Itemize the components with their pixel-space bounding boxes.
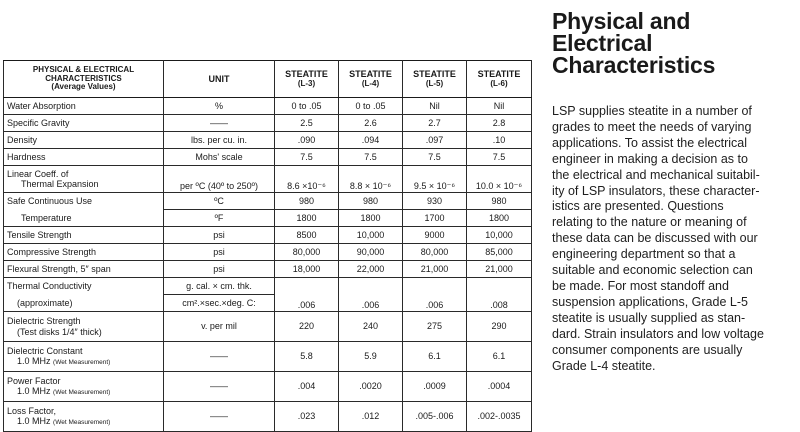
article-body: LSP supplies steatite in a number of grades to meet the needs of varying applications. To assist the electrical engineer in making a decision as to the electrical and mechanical suitabil- ity of LSP insulators, these character- istics are presented. Questions relating to the nature or meaning of these data can be discussed with our engineering department so that a suitable and economic selection can be made. For most standoff and suspension applications, Grade L-5 steatite is usually supplied as stan- dard. Strain insulators and low voltage consumer components are usually Grade L-4 steatite. [552, 104, 764, 373]
table-row-thermal-expansion [4, 166, 532, 193]
row-label: Flexural Strength, 5″ span [4, 261, 164, 278]
row-unit: psi [164, 244, 275, 261]
row-unit: —— [164, 115, 275, 132]
value-cell: 8.8 × 10⁻⁶ [339, 166, 403, 193]
article-section [552, 10, 792, 374]
row-label: Safe Continuous Use [4, 193, 164, 210]
header-row [4, 61, 532, 98]
row-label: Temperature [4, 210, 164, 227]
value-cell: 5.9 [339, 342, 403, 372]
value-cell: .012 [339, 402, 403, 432]
value-cell: 21,000 [403, 261, 467, 278]
value-cell: 980 [339, 193, 403, 210]
value-cell: 930 [403, 193, 467, 210]
value-cell: 18,000 [275, 261, 339, 278]
row-label: (approximate) [4, 295, 164, 312]
value-cell: .0020 [339, 372, 403, 402]
value-cell: 10,000 [339, 227, 403, 244]
value-cell: 80,000 [275, 244, 339, 261]
table-row-flexural-strength [4, 261, 532, 278]
table-row-power-factor [4, 372, 532, 402]
table-row-water-absorption [4, 98, 532, 115]
row-label: Dielectric Strength (Test disks 1/4″ thick) [4, 312, 164, 342]
row-label: Specific Gravity [4, 115, 164, 132]
value-cell: 0 to .05 [275, 98, 339, 115]
value-cell: 980 [467, 193, 532, 210]
value-cell: 240 [339, 312, 403, 342]
value-cell: .0004 [467, 372, 532, 402]
row-label: Dielectric Constant 1.0 MHz (Wet Measurement) [4, 342, 164, 372]
value-cell: 8.6 ×10⁻⁶ [275, 166, 339, 193]
value-cell: .005-.006 [403, 402, 467, 432]
value-cell: 21,000 [467, 261, 532, 278]
table-row-compressive-strength [4, 244, 532, 261]
value-cell: 980 [275, 193, 339, 210]
value-cell: 1700 [403, 210, 467, 227]
row-label: Density [4, 132, 164, 149]
value-cell: 2.5 [275, 115, 339, 132]
table-row-thermal-conductivity-top [4, 278, 532, 295]
specifications-table-container [3, 60, 531, 432]
article-heading: Physical and Electrical Characteristics [552, 8, 716, 78]
table-row-dielectric-constant [4, 342, 532, 372]
header-grade-l6: STEATITE (L-6) [467, 61, 532, 98]
value-cell: .006 [339, 278, 403, 312]
table-row-hardness [4, 149, 532, 166]
table-row-specific-gravity [4, 115, 532, 132]
value-cell: .094 [339, 132, 403, 149]
row-label: Tensile Strength [4, 227, 164, 244]
value-cell: 7.5 [403, 149, 467, 166]
value-cell: 2.8 [467, 115, 532, 132]
value-cell: 1800 [339, 210, 403, 227]
value-cell: 7.5 [467, 149, 532, 166]
header-grade-l4: STEATITE (L-4) [339, 61, 403, 98]
value-cell: .097 [403, 132, 467, 149]
value-cell: 80,000 [403, 244, 467, 261]
table-row-safe-use-fahrenheit [4, 210, 532, 227]
value-cell: 0 to .05 [339, 98, 403, 115]
value-cell: 1800 [467, 210, 532, 227]
row-label: Compressive Strength [4, 244, 164, 261]
table-row-dielectric-strength [4, 312, 532, 342]
row-label: Linear Coeff. of Thermal Expansion [4, 166, 164, 193]
row-unit: g. cal. × cm. thk. [164, 278, 275, 295]
row-label: Thermal Conductivity [4, 278, 164, 295]
row-unit: —— [164, 342, 275, 372]
value-cell: .006 [275, 278, 339, 312]
value-cell: 6.1 [467, 342, 532, 372]
value-cell: 8500 [275, 227, 339, 244]
header-grade-l3: STEATITE (L-3) [275, 61, 339, 98]
value-cell: 220 [275, 312, 339, 342]
header-grade-l5: STEATITE (L-5) [403, 61, 467, 98]
row-unit: % [164, 98, 275, 115]
value-cell: 7.5 [275, 149, 339, 166]
row-unit: lbs. per cu. in. [164, 132, 275, 149]
value-cell: .004 [275, 372, 339, 402]
value-cell: 90,000 [339, 244, 403, 261]
value-cell: 2.7 [403, 115, 467, 132]
header-unit: UNIT [164, 61, 275, 98]
value-cell: Nil [467, 98, 532, 115]
row-unit: v. per mil [164, 312, 275, 342]
row-unit: per ºC (40º to 250º) [164, 166, 275, 193]
value-cell: 290 [467, 312, 532, 342]
value-cell: 6.1 [403, 342, 467, 372]
value-cell: 1800 [275, 210, 339, 227]
row-unit: ºF [164, 210, 275, 227]
value-cell: .023 [275, 402, 339, 432]
row-unit: —— [164, 402, 275, 432]
row-unit: cm².×sec.×deg. C: [164, 295, 275, 312]
value-cell: 5.8 [275, 342, 339, 372]
value-cell: 9.5 × 10⁻⁶ [403, 166, 467, 193]
value-cell: 275 [403, 312, 467, 342]
value-cell: Nil [403, 98, 467, 115]
value-cell: .10 [467, 132, 532, 149]
value-cell: 2.6 [339, 115, 403, 132]
row-unit: psi [164, 261, 275, 278]
row-label: Water Absorption [4, 98, 164, 115]
row-label: Power Factor 1.0 MHz (Wet Measurement) [4, 372, 164, 402]
row-unit: ºC [164, 193, 275, 210]
row-unit: Mohs' scale [164, 149, 275, 166]
value-cell: 9000 [403, 227, 467, 244]
value-cell: .002-.0035 [467, 402, 532, 432]
value-cell: 22,000 [339, 261, 403, 278]
row-unit: —— [164, 372, 275, 402]
value-cell: 85,000 [467, 244, 532, 261]
table-row-safe-use-celsius [4, 193, 532, 210]
row-label: Loss Factor, 1.0 MHz (Wet Measurement) [4, 402, 164, 432]
value-cell: 10.0 × 10⁻⁶ [467, 166, 532, 193]
value-cell: 10,000 [467, 227, 532, 244]
row-unit: psi [164, 227, 275, 244]
specifications-table [3, 60, 532, 432]
value-cell: .090 [275, 132, 339, 149]
table-row-loss-factor [4, 402, 532, 432]
value-cell: .0009 [403, 372, 467, 402]
table-row-tensile-strength [4, 227, 532, 244]
table-row-density [4, 132, 532, 149]
row-label: Hardness [4, 149, 164, 166]
value-cell: .006 [403, 278, 467, 312]
value-cell: .008 [467, 278, 532, 312]
header-property: PHYSICAL & ELECTRICAL CHARACTERISTICS (Average Values) [4, 61, 164, 98]
value-cell: 7.5 [339, 149, 403, 166]
